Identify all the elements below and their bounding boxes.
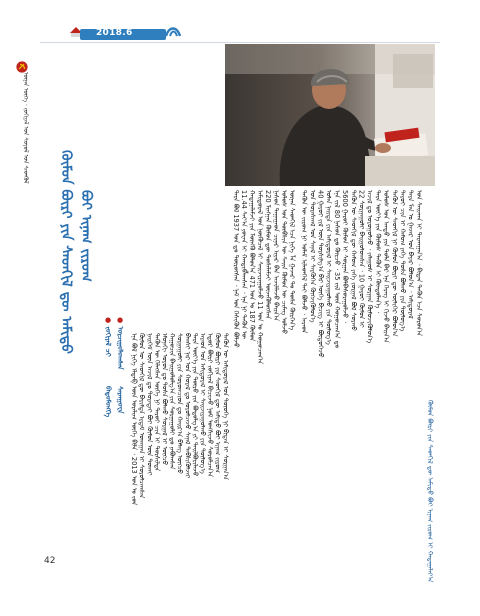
body-text-column: ᠲᠡᠭᠦᠨ ᠦ ᠰᠡᠳᠬᠢᠯ ᠨᠢ ᠬᠦᠮᠦᠨ ᠪᠦᠷᠢ ᠳᠦ ᠦᠯᠢᠭᠡᠷ ᠪᠣᠯᠤᠨ᠎ᠠ [390,190,399,337]
body-text-column: ᠲᠡᠭᠦᠨ ᠦ ᠰᠡᠳᠬᠢᠯ ᠳᠦ ᠬᠠᠮᠤᠭ ᠶᠡᠬᠡ ᠵᠤᠷᠭᠠᠯ ᠪᠣᠯ ᠰᠤᠷᠬᠤ [349,190,358,331]
body-text-column: ᠳᠠᠷᠤᠢ ᠴᠢᠨ ᠢ ᠬᠠᠮᠤᠭ ᠶᠡᠬᠡ ᠲᠤᠰᠠ ᠪᠣᠯᠬᠤ ᠶᠢᠨ ᠲᠥᠯᠥᠭ᠎ᠡ [398,190,407,332]
body-text-column: ᠬᠠᠭᠤᠴᠢᠨ ᠪᠠᠢᠭᠤᠯᠤᠯᠭ᠎ᠠ ᠶᠢᠨ ᠰᠤᠷᠭᠠᠭᠤᠯᠢ ᠳᠤ ᠶᠠᠪᠤᠭᠰᠠᠨ [168,333,177,470]
translator-name: ᠰᠠᠷᠠᠨᠭᠤᠸᠠ [116,386,124,414]
body-text-column: ᠲᠡᠭᠦᠨ ᠦ ᠠᠮᠢᠳᠤᠷᠠᠯ ᠤᠨ ᠲᠦᠦᠬᠡ ᠨᠢ ᠪᠢᠳᠡᠨ ᠢ ᠰᠤᠷᠭᠠᠨ᠎ᠠ [221,333,230,480]
body-text-column: ᠪᠠᠭᠰᠢ ᠨᠠᠷ ᠤᠨ ᠬᠤᠷᠠᠯ ᠳᠤ ᠣᠷᠣᠯᠴᠠᠵᠤ ᠰᠠᠨᠠᠯ ᠳᠡᠪᠰᠢᠭᠦᠯᠵᠡᠢ [183,333,192,479]
author-name: ᠪᠠᠲᠤᠮᠥᠩᠬᠡ [104,386,112,418]
body-text-column: ᠨᠠᠰᠤᠨ ᠳᠠᠭᠠᠭᠠᠳ ᠴᠢᠨᠠᠷ ᠢᠶᠠᠷ ᠪᠡᠨ ᠠᠵᠢᠯᠯᠠᠵᠤ ᠪᠠᠢᠨ᠎ᠠ [272,190,281,322]
body-text-column: ᠨᠡᠢᠭᠡᠮ ᠦᠨ ᠠᠵᠢᠯ ᠳᠤ ᠳᠤᠷᠠᠲᠠᠢ ᠪᠤᠢ ᠬᠦᠮᠦᠨ ᠦᠨ ᠲᠤᠬᠠᠢ [145,333,154,476]
pull-quote: ᠬᠦᠮᠦᠨ ᠪᠦᠷᠢ ᠶᠢᠨ ᠰᠡᠳᠬᠢᠯ ᠳᠦ ᠠᠮᠢᠳᠤ ᠪᠤᠢ ᠢᠨᠠᠭ ᠵᠢᠷᠤᠭ ᠢ ᠬᠠᠳᠠᠭᠠᠯᠠᠶ᠎ᠠ [426,400,434,583]
party-emblem-icon [16,58,28,70]
body-text-column: ᠲᠡᠷᠡ ᠮᠠᠨ ᠤ ᠭᠠᠵᠠᠷ ᠤᠨ ᠪᠠᠶᠠᠷ ᠪᠣᠯᠤᠨ᠎ᠠ ᠂ ᠠᠮᠢᠳᠤᠷᠠᠯ [406,190,415,319]
body-text-column: ᠬᠦᠮᠦᠨ ᠦ ᠰᠡᠳᠬᠢᠯ ᠳᠦ ᠪᠠᠷᠢᠮᠲᠠ ᠡᠷᠳᠡᠮ ᠤᠬᠠᠭᠠᠨ ᠢ ᠰᠤᠷᠤᠯᠴᠠᠭᠰᠠᠨ [137,333,146,499]
body-text-column: ᠠᠷᠠᠳ ᠤᠨ ᠠᠮᠢᠳᠤᠷᠠᠯ ᠢ ᠰᠠᠢᠵᠢᠷᠠᠭᠤᠯᠬᠤ ᠶᠢᠨ ᠲᠥᠯᠥᠭ᠎ᠡ [198,333,207,474]
author-bullet-icon: ● [104,316,112,324]
translator-bullet-icon: ● [116,316,124,324]
body-text-column: ᠬᠦᠮᠦᠨ ᠪᠦᠷᠢ ᠶᠢᠨ ᠰᠡᠳᠬᠢᠯ ᠳᠦ ᠠᠮᠢᠳᠤ ᠪᠤᠢ ᠢᠨᠠᠭ ᠵᠢᠷᠤᠭ [213,333,222,473]
body-text-column: ᠡᠨᠡ ᠪᠣᠯ ᠨᠢᠭᠡ ᠡᠯᠳᠡᠪ ᠦᠨ ᠤᠷᠠᠯᠢᠭ ᠦᠭᠡ ᠪᠢᠯᠡ ᠂ 2013 ᠣᠨ ᠤ ᠵᠤᠨ [130,333,139,506]
body-text-column: ᠦᠨᠡᠨ ᠰᠡᠳᠬᠢᠯ ᠡᠴᠡ ᠨᠢᠭᠡ ᠯᠡ ᠭᠠᠵᠠᠷ ᠲᠤ ᠲᠤᠰᠠ ᠬᠦᠷᠭᠡᠨ᠎ᠡ [288,190,297,331]
body-text-column: ᠡᠳᠦᠷ ᠪᠦᠷᠢ ᠵᠣᠬᠢᠶᠠᠯ ᠪᠢᠴᠢᠵᠦ ᠨᠣᠮ ᠤᠩᠰᠢᠵᠤ ᠰᠤᠷᠤᠯᠴᠠᠨ᠎ᠠ [206,333,215,477]
body-text-column: ᠤᠨ ᠰᠠᠢᠬᠠᠨ ᠢ ᠲᠠᠷᠬᠠᠭᠠᠨ᠎ᠠ ᠂ ᠪᠢᠳᠡᠨ ᠲᠡᠭᠦᠨ ᠡᠴᠡ ᠰᠤᠷᠤᠨ᠎ᠠ [414,190,423,337]
body-text-column: ᠲᠡᠷᠡ ᠦᠶ᠎ᠡ ᠶᠢᠨ ᠲᠦᠷᠦ ᠶᠢᠨ ᠪᠤᠳᠤᠯᠭ᠎ᠠ ᠶᠢ ᠲᠠᠢᠯᠪᠤᠷᠢᠯᠠᠵᠤ [190,333,199,477]
body-text-column: ᠠᠵᠢᠯ ᠳᠤ ᠣᠷᠣᠭᠤᠯᠵᠤ ᠂ ᠵᠠᠯᠠᠭᠤᠰ ᠢ ᠰᠤᠷᠭᠠᠨ ᠬᠥᠮᠦᠵᠢᠭᠦᠯᠦᠨ᠎ᠡ [365,190,374,344]
body-text-column: ᠡᠮᠦᠨᠡᠬᠢ ᠣᠷᠤᠨ ᠳᠤ ᠲᠤᠰᠠ ᠪᠣᠯᠬᠤ ᠰᠤᠷᠭᠠᠯ ᠢ ᠦᠭᠴᠦ [160,333,169,466]
body-text-column: ᠰᠤᠷᠭᠠᠭᠤᠯᠢ ᠶᠢᠨ ᠰᠤᠷᠤᠭᠴᠢᠳ ᠳᠤ ᠬᠠᠢᠷ᠎ᠠ ᠪᠡᠯᠡᠭ ᠦᠭᠴᠦ [175,333,184,474]
body-text-column: ᠠᠮᠢᠳᠤᠷᠠᠯ ᠤᠨ ᠨᠥᠬᠥᠴᠡᠯ ᠢ ᠰᠠᠢᠵᠢᠷᠠᠭᠤᠯᠵᠤ 11 ᠣᠨ ᠤ ᠬᠤᠭᠤᠴᠠᠭ᠎ᠠ [256,190,265,365]
body-text-column: ᠲᠡᠭᠦᠨ ᠦ ᠬᠡᠯᠡᠭᠰᠡᠨ ᠦᠭᠡ ᠨᠢ ᠳᠠᠷᠤᠢ ᠴᠢᠨ ᠢ ᠲᠤᠷᠰᠢᠯᠲᠠ [152,333,161,472]
body-text-column: ᠡᠨᠡ ᠵᠢᠯ 80 ᠨᠠᠰᠤᠨ ᠳᠤ ᠬᠦᠷᠴᠦ ᠂ 35 ᠵᠢᠯ ᠦᠨ ᠬᠤᠭᠤᠴᠠᠭ᠎ᠠ ᠳᠤ [332,190,341,348]
body-text-column: ᠤᠯᠤᠰ ᠤᠨ ᠲᠦᠪᠰᠢᠨ ᠦ ᠰᠠᠢᠨ ᠬᠦᠮᠦᠨ ᠦ ᠴᠢᠮᠡᠭ ᠣᠯᠵᠤ [280,190,289,335]
issue-number: 2018.6 [96,28,133,38]
article-title-line-2: ᠪᠤᠢ ᠢᠨᠠᠭ ᠵᠢᠷᠤᠭ [78,190,94,282]
page-number: 42 [44,556,56,566]
header-divider [40,42,440,43]
body-text-column: 5600 ᠭᠠᠷᠤᠢ ᠬᠦᠮᠦᠨ ᠢ ᠰᠤᠷᠭᠠᠨ ᠪᠣᠯᠪᠠᠰᠤᠷᠠᠭᠤᠯᠵᠤ ᠂ [341,190,350,323]
body-text-column: 40 ᠭᠠᠷᠤᠢ ᠵᠢᠯ ᠦᠨ ᠲᠤᠷᠰᠢᠯᠭ᠎ᠠ ᠪᠠᠷ ᠦᠭᠡ ᠪᠢᠴᠢᠭ ᠢ ᠪᠦᠲᠦᠭᠡᠵᠦ [316,190,325,358]
translator-label: ᠣᠷᠴᠢᠭᠤᠯᠤᠭᠰᠠᠨ [116,326,124,370]
body-text-column: 220 ᠮᠢᠩᠭ᠋ᠠᠨ ᠬᠦᠮᠦᠨ ᠳᠦ ᠲᠤᠰᠠᠯᠠᠮᠵᠢ ᠦᠵᠡᠭᠦᠯᠦᠭᠰᠡᠨ [264,190,273,320]
body-text-column: 22 ᠰᠤᠷᠭᠠᠭᠤᠯᠢ ᠪᠠᠢᠭᠤᠯᠤᠭᠰᠠᠨ ᠂ 10 ᠭᠠᠷᠤᠢ ᠬᠦᠮᠦᠨ ᠢ [357,190,366,328]
body-text-column: ᠲᠡᠷᠡ ᠦᠶ᠎ᠡ ᠶᠢᠨ ᠬᠦᠮᠦᠰ ᠲᠡᠭᠦᠨ ᠢ ᠬᠦᠨᠳᠦᠯᠡᠨ᠎ᠡ ᠂ [373,190,382,314]
magazine-emblem-icon [164,24,182,40]
section-label: ᠦᠨᠡᠨ ᠦᠭᠡ · ᠵᠣᠬᠢᠶᠠᠯ ᠤᠨ ᠰᠣᠶᠣᠯ ᠤᠨ ᠰᠡᠳᠬᠦᠯ [22,72,29,184]
body-text-column: ᠤᠨ ᠳᠤᠷᠠᠰᠬᠠᠯ ᠤᠨ ᠰᠠᠨᠠᠯ ᠢ ᠰᠡᠷᠭᠦᠭᠡᠨ ᠬᠥᠭᠵᠢᠭᠦᠯᠦᠨ᠎ᠡ [308,190,317,323]
body-text-column: ᠤᠯᠤᠰ ᠤᠨ ᠠᠨᠳᠤ ᠶᠢᠨ ᠲᠤᠯᠠ ᠪᠠᠷ ᠡᠨᠡ ᠬᠡᠷᠡᠭ ᠢ ᠬᠢᠵᠦ ᠪᠠᠢᠨ᠎ᠠ [382,190,391,343]
article-title-line-1: ᠬᠦᠮᠦᠨ ᠪᠦᠷᠢ ᠶᠢᠨ ᠰᠡᠳᠬᠢᠯ ᠳᠦ ᠠᠮᠢᠳᠤ [58,150,74,354]
body-text-column: ᠲᠡᠭᠦᠨ ᠦ ᠵᠢᠷᠤᠭ ᠨᠢ ᠤᠯᠠᠮ ᠢᠯᠡᠳᠭᠡᠯ ᠲᠡᠢ ᠪᠣᠯᠵᠤ ᠂ ᠠᠷᠠᠳ [300,190,309,334]
author-label: ᠵᠣᠬᠢᠶᠠᠯ ᠴᠢ [104,326,112,357]
body-text-column: 11.44 ᠰᠠᠶ᠎ᠠ ᠶᠤᠸᠠᠨ ᠢ ᠬᠠᠨᠳᠢᠪᠯᠠᠭᠰᠠᠨ ᠂ ᠡᠨᠡ ᠨᠢ ᠲᠡᠭᠦᠨ ᠦ [240,190,249,340]
body-text-column: ᠲᠡᠷᠡ ᠪᠣᠯ 1937 ᠣᠨ ᠳᠤ ᠲᠥᠷᠦᠭᠰᠡᠨ ᠂ ᠨᠠᠮ ᠤᠨ ᠭᠡᠰᠢᠭᠦᠨ ᠪᠣᠯᠵᠤ [232,190,241,348]
body-text-column: ᠬᠠᠳᠠᠭᠠᠯᠠᠮᠵᠢ ᠶᠢᠨ ᠮᠥᠩᠭᠦ ᠪᠣᠯᠤᠨ᠎ᠠ 471 ᠣᠨ ᠤ 187 ᠬᠦᠮᠦᠨ [248,190,257,342]
body-text-column: ᠣᠯᠠᠨ ᠨᠡᠢᠲᠡ ᠶᠢᠨ ᠠᠮᠢᠳᠤᠷᠠᠯ ᠢ ᠰᠠᠢᠵᠢᠷᠠᠭᠤᠯᠬᠤ ᠶᠢᠨ ᠲᠥᠯᠥᠭ᠎ᠡ [324,190,333,345]
elderly-man-reading-photo [225,44,435,186]
